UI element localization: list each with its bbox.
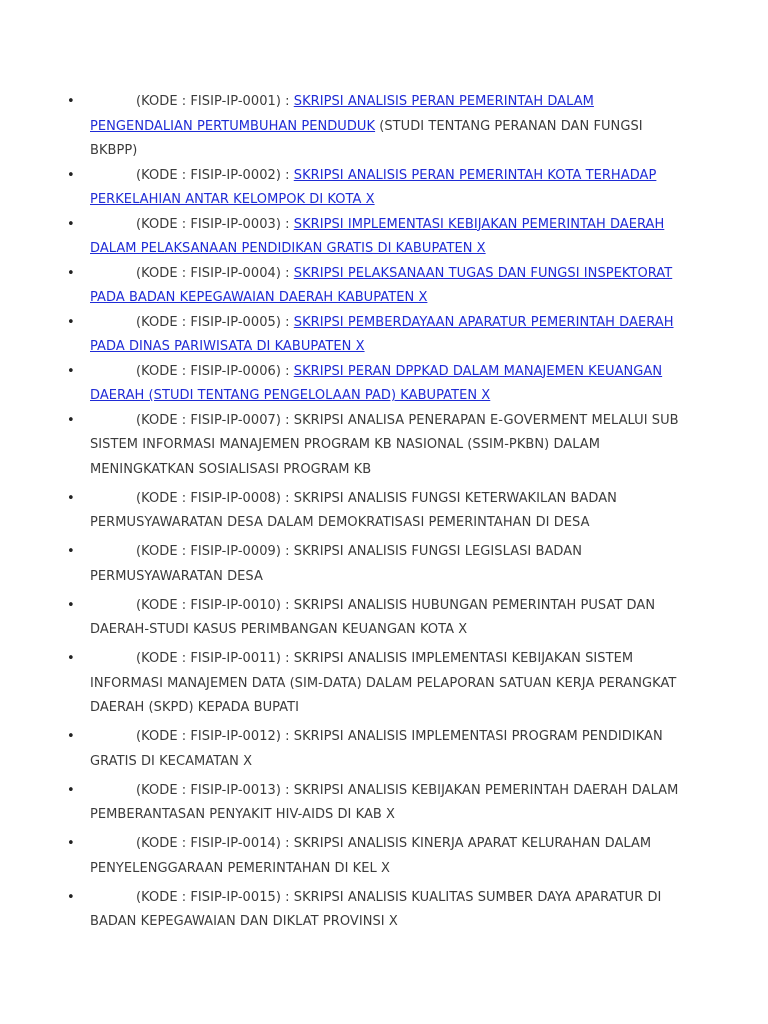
list-item-0009 [67,540,682,589]
list-item-0013 [67,779,682,828]
item-code: (KODE : FISIP-IP-0008) : [136,490,294,506]
bullet-icon: • [67,412,75,428]
item-code: (KODE : FISIP-IP-0009) : [136,544,294,559]
bullet-icon: • [67,314,75,330]
bullet-icon: • [67,544,75,559]
item-title: SKRIPSI ANALISIS KEBIJAKAN PEMERINTAH DAERAH DALAM PEMBERANTASAN PENYAKIT HIV-AIDS DI KAB X [90,782,679,822]
bullet-icon: • [67,167,75,183]
item-code: (KODE : FISIP-IP-0007) : [136,412,294,428]
item-code: (KODE : FISIP-IP-0015) : [136,889,294,905]
item-code: (KODE : FISIP-IP-0003) : [136,216,294,232]
item-title-link[interactable]: SKRIPSI IMPLEMENTASI KEBIJAKAN PEMERINTAH DAERAH DALAM PELAKSANAAN PENDIDIKAN GRATIS DI KABUPATEN X [90,216,665,256]
item-title: SKRIPSI ANALISIS IMPLEMENTASI KEBIJAKAN SISTEM INFORMASI MANAJEMEN DATA (SIM-DATA) DALAM PELAPORAN SATUAN KERJA PERANGKAT DAERAH (SKPD) KEPADA BUPATI [90,651,677,715]
list-item-0008 [67,487,682,536]
item-title-link[interactable]: SKRIPSI PEMBERDAYAAN APARATUR PEMERINTAH DAERAH PADA DINAS PARIWISATA DI KABUPATEN X [90,314,674,354]
bullet-icon: • [67,597,75,613]
item-code: (KODE : FISIP-IP-0010) : [136,597,294,613]
item-title-link[interactable]: SKRIPSI PELAKSANAAN TUGAS DAN FUNGSI INSPEKTORAT PADA BADAN KEPEGAWAIAN DAERAH KABUPATEN X [90,265,673,305]
list-item-0001 [67,90,682,164]
item-code: (KODE : FISIP-IP-0004) : [136,265,294,281]
item-title: SKRIPSI ANALISIS FUNGSI KETERWAKILAN BADAN PERMUSYAWARATAN DESA DALAM DEMOKRATISASI PEMERINTAHAN DI DESA [90,490,617,530]
item-code: (KODE : FISIP-IP-0014) : [136,836,294,851]
bullet-icon: • [67,651,75,666]
item-suffix: (STUDI TENTANG PERANAN DAN FUNGSI BKBPP) [90,118,643,158]
list-item-0006 [67,360,682,409]
bullet-icon: • [67,889,75,905]
item-title: SKRIPSI ANALISIS KUALITAS SUMBER DAYA APARATUR DI BADAN KEPEGAWAIAN DAN DIKLAT PROVINSI X [90,889,662,929]
item-title: SKRIPSI ANALISIS IMPLEMENTASI PROGRAM PENDIDIKAN GRATIS DI KECAMATAN X [90,729,663,769]
bullet-icon: • [67,94,75,109]
item-title: SKRIPSI ANALISIS KINERJA APARAT KELURAHAN DALAM PENYELENGGARAAN PEMERINTAHAN DI KEL X [90,836,652,876]
item-code: (KODE : FISIP-IP-0002) : [136,167,294,183]
bullet-icon: • [67,363,75,379]
item-title: SKRIPSI ANALISIS HUBUNGAN PEMERINTAH PUSAT DAN DAERAH-STUDI KASUS PERIMBANGAN KEUANGAN KOTA X [90,597,656,637]
list-item-0015 [67,886,682,935]
bullet-icon: • [67,836,75,851]
item-code: (KODE : FISIP-IP-0012) : [136,729,294,744]
list-item-0002 [67,164,682,213]
document-list [67,90,682,939]
item-code: (KODE : FISIP-IP-0005) : [136,314,294,330]
item-title-link[interactable]: SKRIPSI ANALISIS PERAN PEMERINTAH KOTA TERHADAP PERKELAHIAN ANTAR KELOMPOK DI KOTA X [90,167,657,207]
list-item-0004 [67,262,682,311]
item-title: SKRIPSI ANALISA PENERAPAN E-GOVERMENT MELALUI SUB SISTEM INFORMASI MANAJEMEN PROGRAM KB NASIONAL (SSIM-PKBN) DALAM MENINGKATKAN SOSIALISASI PROGRAM KB [90,412,679,477]
item-code: (KODE : FISIP-IP-0011) : [136,651,294,666]
list-item-0005 [67,311,682,360]
item-code: (KODE : FISIP-IP-0001) : [136,94,294,109]
bullet-icon: • [67,265,75,281]
list-item-0007 [67,409,682,483]
item-code: (KODE : FISIP-IP-0013) : [136,782,294,798]
list-item-0014 [67,832,682,881]
list-item-0011 [67,647,682,721]
item-title-link[interactable]: SKRIPSI PERAN DPPKAD DALAM MANAJEMEN KEUANGAN DAERAH (STUDI TENTANG PENGELOLAAN PAD) KABUPATEN X [90,363,663,403]
bullet-icon: • [67,216,75,232]
list-item-0012 [67,725,682,774]
bullet-icon: • [67,490,75,506]
bullet-icon: • [67,729,75,744]
item-title-link[interactable]: SKRIPSI ANALISIS PERAN PEMERINTAH DALAM PENGENDALIAN PERTUMBUHAN PENDUDUK [90,94,594,134]
list-item-0010 [67,594,682,643]
bullet-icon: • [67,782,75,798]
list-item-0003 [67,213,682,262]
item-code: (KODE : FISIP-IP-0006) : [136,363,294,379]
item-title: SKRIPSI ANALISIS FUNGSI LEGISLASI BADAN PERMUSYAWARATAN DESA [90,544,582,584]
